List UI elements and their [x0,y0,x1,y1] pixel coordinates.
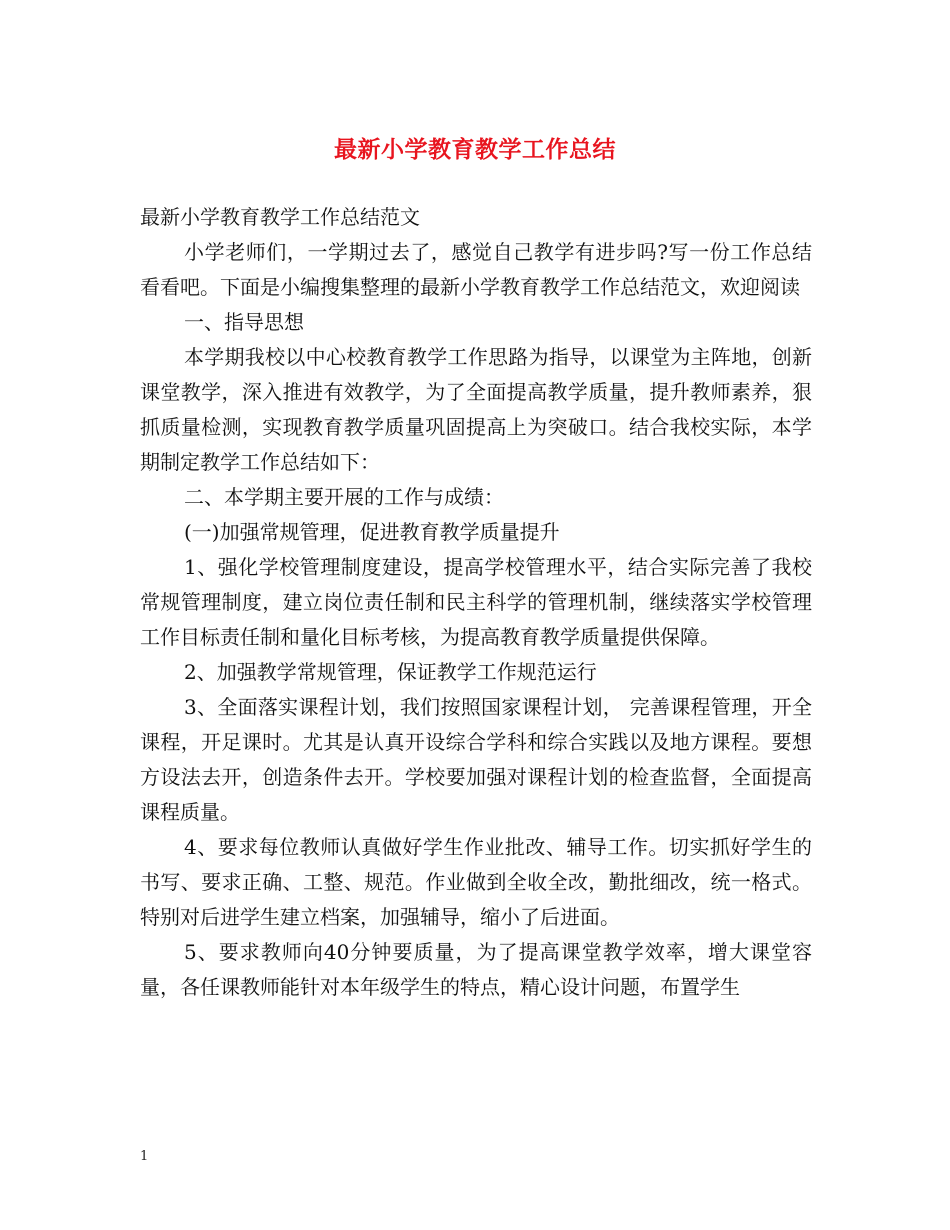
section-heading-main-work: 二、本学期主要开展的工作与成绩： [184,485,504,509]
paragraph-intro: 小学老师们，一学期过去了，感觉自己教学有进步吗?写一份工作总结看看吧。下面是小编搜集整理的最新小学教育教学工作总结范文，欢迎阅读 [140,240,812,299]
page-number: 1 [140,1149,149,1164]
list-item-3: 3、全面落实课程计划，我们按照国家课程计划， 完善课程管理，开全课程，开足课时。尤其是认真开设综合学科和综合实践以及地方课程。要想方设法去开，创造条件去开。学校要加强对课程计划的检查监督，全面提高课程质量。 [140,695,812,824]
list-item-5: 5、要求教师向40分钟要质量，为了提高课堂教学效率，增大课堂容量，各任课教师能针对本年级学生的特点，精心设计问题，布置学生 [140,940,812,999]
section-heading-guiding-thought: 一、指导思想 [184,310,304,334]
paragraph-guiding-thought: 本学期我校以中心校教育教学工作思路为指导，以课堂为主阵地，创新课堂教学，深入推进有效教学，为了全面提高教学质量，提升教师素养，狠抓质量检测，实现教育教学质量巩固提高上为突破口。结合我校实际，本学期制定教学工作总结如下： [140,345,812,474]
document-title: 最新小学教育教学工作总结 [334,136,616,163]
list-item-1: 1、强化学校管理制度建设，提高学校管理水平，结合实际完善了我校常规管理制度，建立岗位责任制和民主科学的管理机制，继续落实学校管理工作目标责任制和量化目标考核，为提高教育教学质量提供保障。 [140,555,812,649]
list-item-4: 4、要求每位教师认真做好学生作业批改、辅导工作。切实抓好学生的书写、要求正确、工整、规范。作业做到全收全改，勤批细改，统一格式。特别对后进学生建立档案，加强辅导，缩小了后进面。 [140,835,812,929]
paragraph-subtitle: 最新小学教育教学工作总结范文 [140,205,420,229]
list-item-2: 2、加强教学常规管理，保证教学工作规范运行 [184,660,597,684]
subsection-heading-routine-management: (一)加强常规管理，促进教育教学质量提升 [184,520,560,544]
document-body [140,200,812,1005]
